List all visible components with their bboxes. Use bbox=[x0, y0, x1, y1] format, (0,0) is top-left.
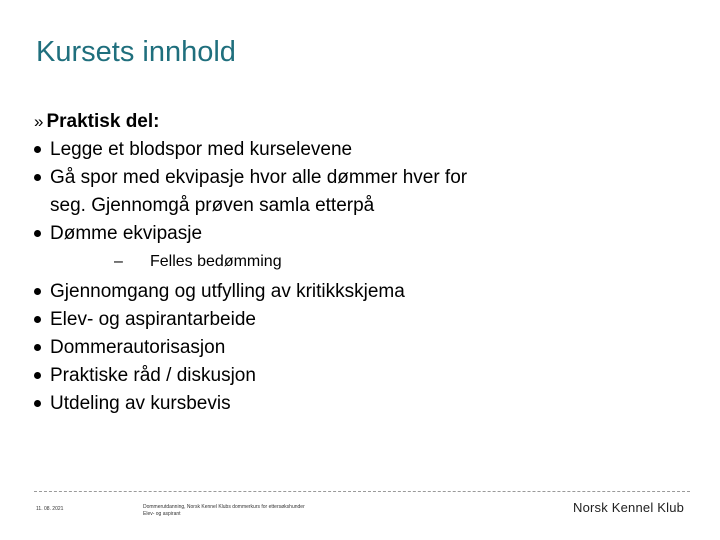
bullet-icon bbox=[34, 372, 41, 379]
slide-content bbox=[34, 108, 694, 418]
dash-icon: – bbox=[114, 253, 123, 270]
bullet-icon bbox=[34, 316, 41, 323]
slide-title: Kursets innhold bbox=[36, 36, 236, 68]
list-item: Legge et blodspor med kurselevene bbox=[34, 136, 694, 164]
bullet-icon bbox=[34, 400, 41, 407]
bullet-icon bbox=[34, 230, 41, 237]
list-item: Gå spor med ekvipasje hvor alle dømmer hver for seg. Gjennomgå prøven samla etterpå bbox=[34, 164, 490, 220]
list-item: Elev- og aspirantarbeide bbox=[34, 306, 694, 334]
organization-logo: Norsk Kennel Klub bbox=[573, 500, 685, 515]
list-item: Gjennomgang og utfylling av kritikkskjema bbox=[34, 278, 694, 306]
bullet-icon bbox=[34, 344, 41, 351]
list-item: Dommerautorisasjon bbox=[34, 334, 694, 362]
bullet-icon bbox=[34, 288, 41, 295]
list-item: Praktiske råd / diskusjon bbox=[34, 362, 694, 390]
list-item: Utdeling av kursbevis bbox=[34, 390, 694, 418]
footer-date: 11. 08. 2021 bbox=[36, 506, 64, 512]
sub-list-item: – Felles bedømming bbox=[34, 250, 694, 278]
chevron-icon: » bbox=[34, 112, 44, 131]
section-heading-label: Praktisk del: bbox=[46, 111, 160, 132]
section-heading bbox=[34, 108, 694, 136]
footer-divider bbox=[34, 491, 690, 492]
list-item: Dømme ekvipasje bbox=[34, 220, 694, 248]
bullet-icon bbox=[34, 146, 41, 153]
bullet-icon bbox=[34, 174, 41, 181]
footer-text: Dommerutdanning, Norsk Kennel Klubs dommerkurs for ettersøkshunder Elev- og aspirant bbox=[143, 504, 305, 517]
